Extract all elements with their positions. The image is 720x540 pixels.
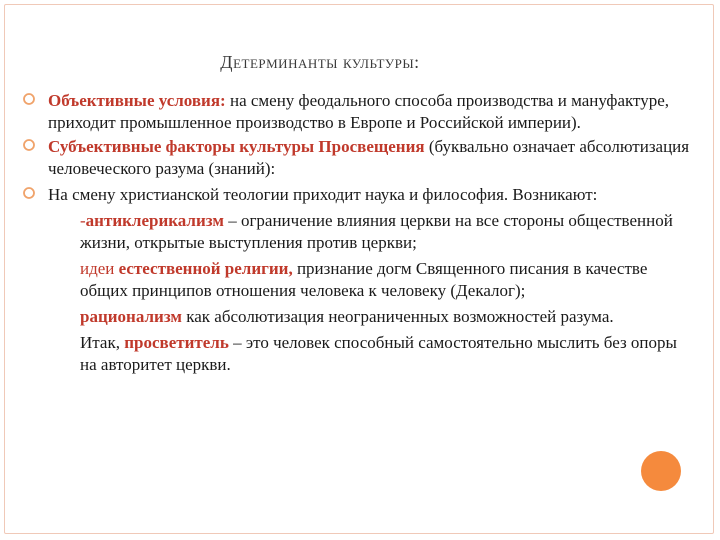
subitem-lead: Итак, (80, 333, 125, 352)
bullet-emphasis: Субъективные факторы культуры Просвещения (48, 137, 425, 156)
slide-title: Детерминанты культуры: (220, 52, 420, 72)
subitem-text (80, 210, 694, 254)
subitem-natural-religion (22, 258, 694, 302)
subitem-emphasis: естественной религии, (118, 259, 293, 278)
bullet-emphasis: Объективные условия: (48, 91, 226, 110)
subitem-anticlericalism (22, 210, 694, 254)
bullet-item-science (22, 184, 694, 206)
subitem-enlightener (22, 332, 694, 376)
subitem-body: – ограничение влияния церкви на все стороны общественной жизни, открытые выступления против церкви; (80, 211, 673, 252)
subitem-rationalism (22, 306, 694, 328)
subitem-text (80, 258, 694, 302)
subitem-text (80, 332, 694, 376)
subitem-body: как абсолютизация неограниченных возможностей разума. (182, 307, 614, 326)
subitem-prefix: - (80, 211, 86, 230)
hollow-circle-bullet-icon (22, 186, 36, 200)
bullet-text (48, 136, 694, 180)
bullet-item-subjective (22, 136, 694, 180)
subitem-emphasis: просветитель (124, 333, 229, 352)
bullet-item-objective (22, 90, 694, 134)
subitem-text (80, 306, 694, 328)
hollow-circle-bullet-icon (22, 92, 36, 106)
subitem-emphasis: рационализм (80, 307, 182, 326)
subitem-body: – это человек способный самостоятельно мыслить без опоры на авторитет церкви. (80, 333, 677, 374)
slide-content (22, 90, 694, 376)
orange-circle-icon (641, 451, 681, 491)
bullet-body: на смену феодального способа производства и мануфактуре, приходит промышленное производство в Европе и Российской империи). (48, 91, 670, 132)
subitem-body: признание догм Священного писания в качестве общих принципов отношения человека к человеку (Декалог); (80, 259, 648, 300)
subitem-emphasis: антиклерикализм (85, 211, 224, 230)
subitem-prefix: идеи (80, 259, 119, 278)
hollow-circle-bullet-icon (22, 138, 36, 152)
bullet-body: (буквально означает абсолютизация человеческого разума (знаний): (48, 137, 690, 178)
bullet-text (48, 90, 694, 134)
bullet-text: На смену христианской теологии приходит наука и философия. Возникают: (48, 185, 598, 204)
